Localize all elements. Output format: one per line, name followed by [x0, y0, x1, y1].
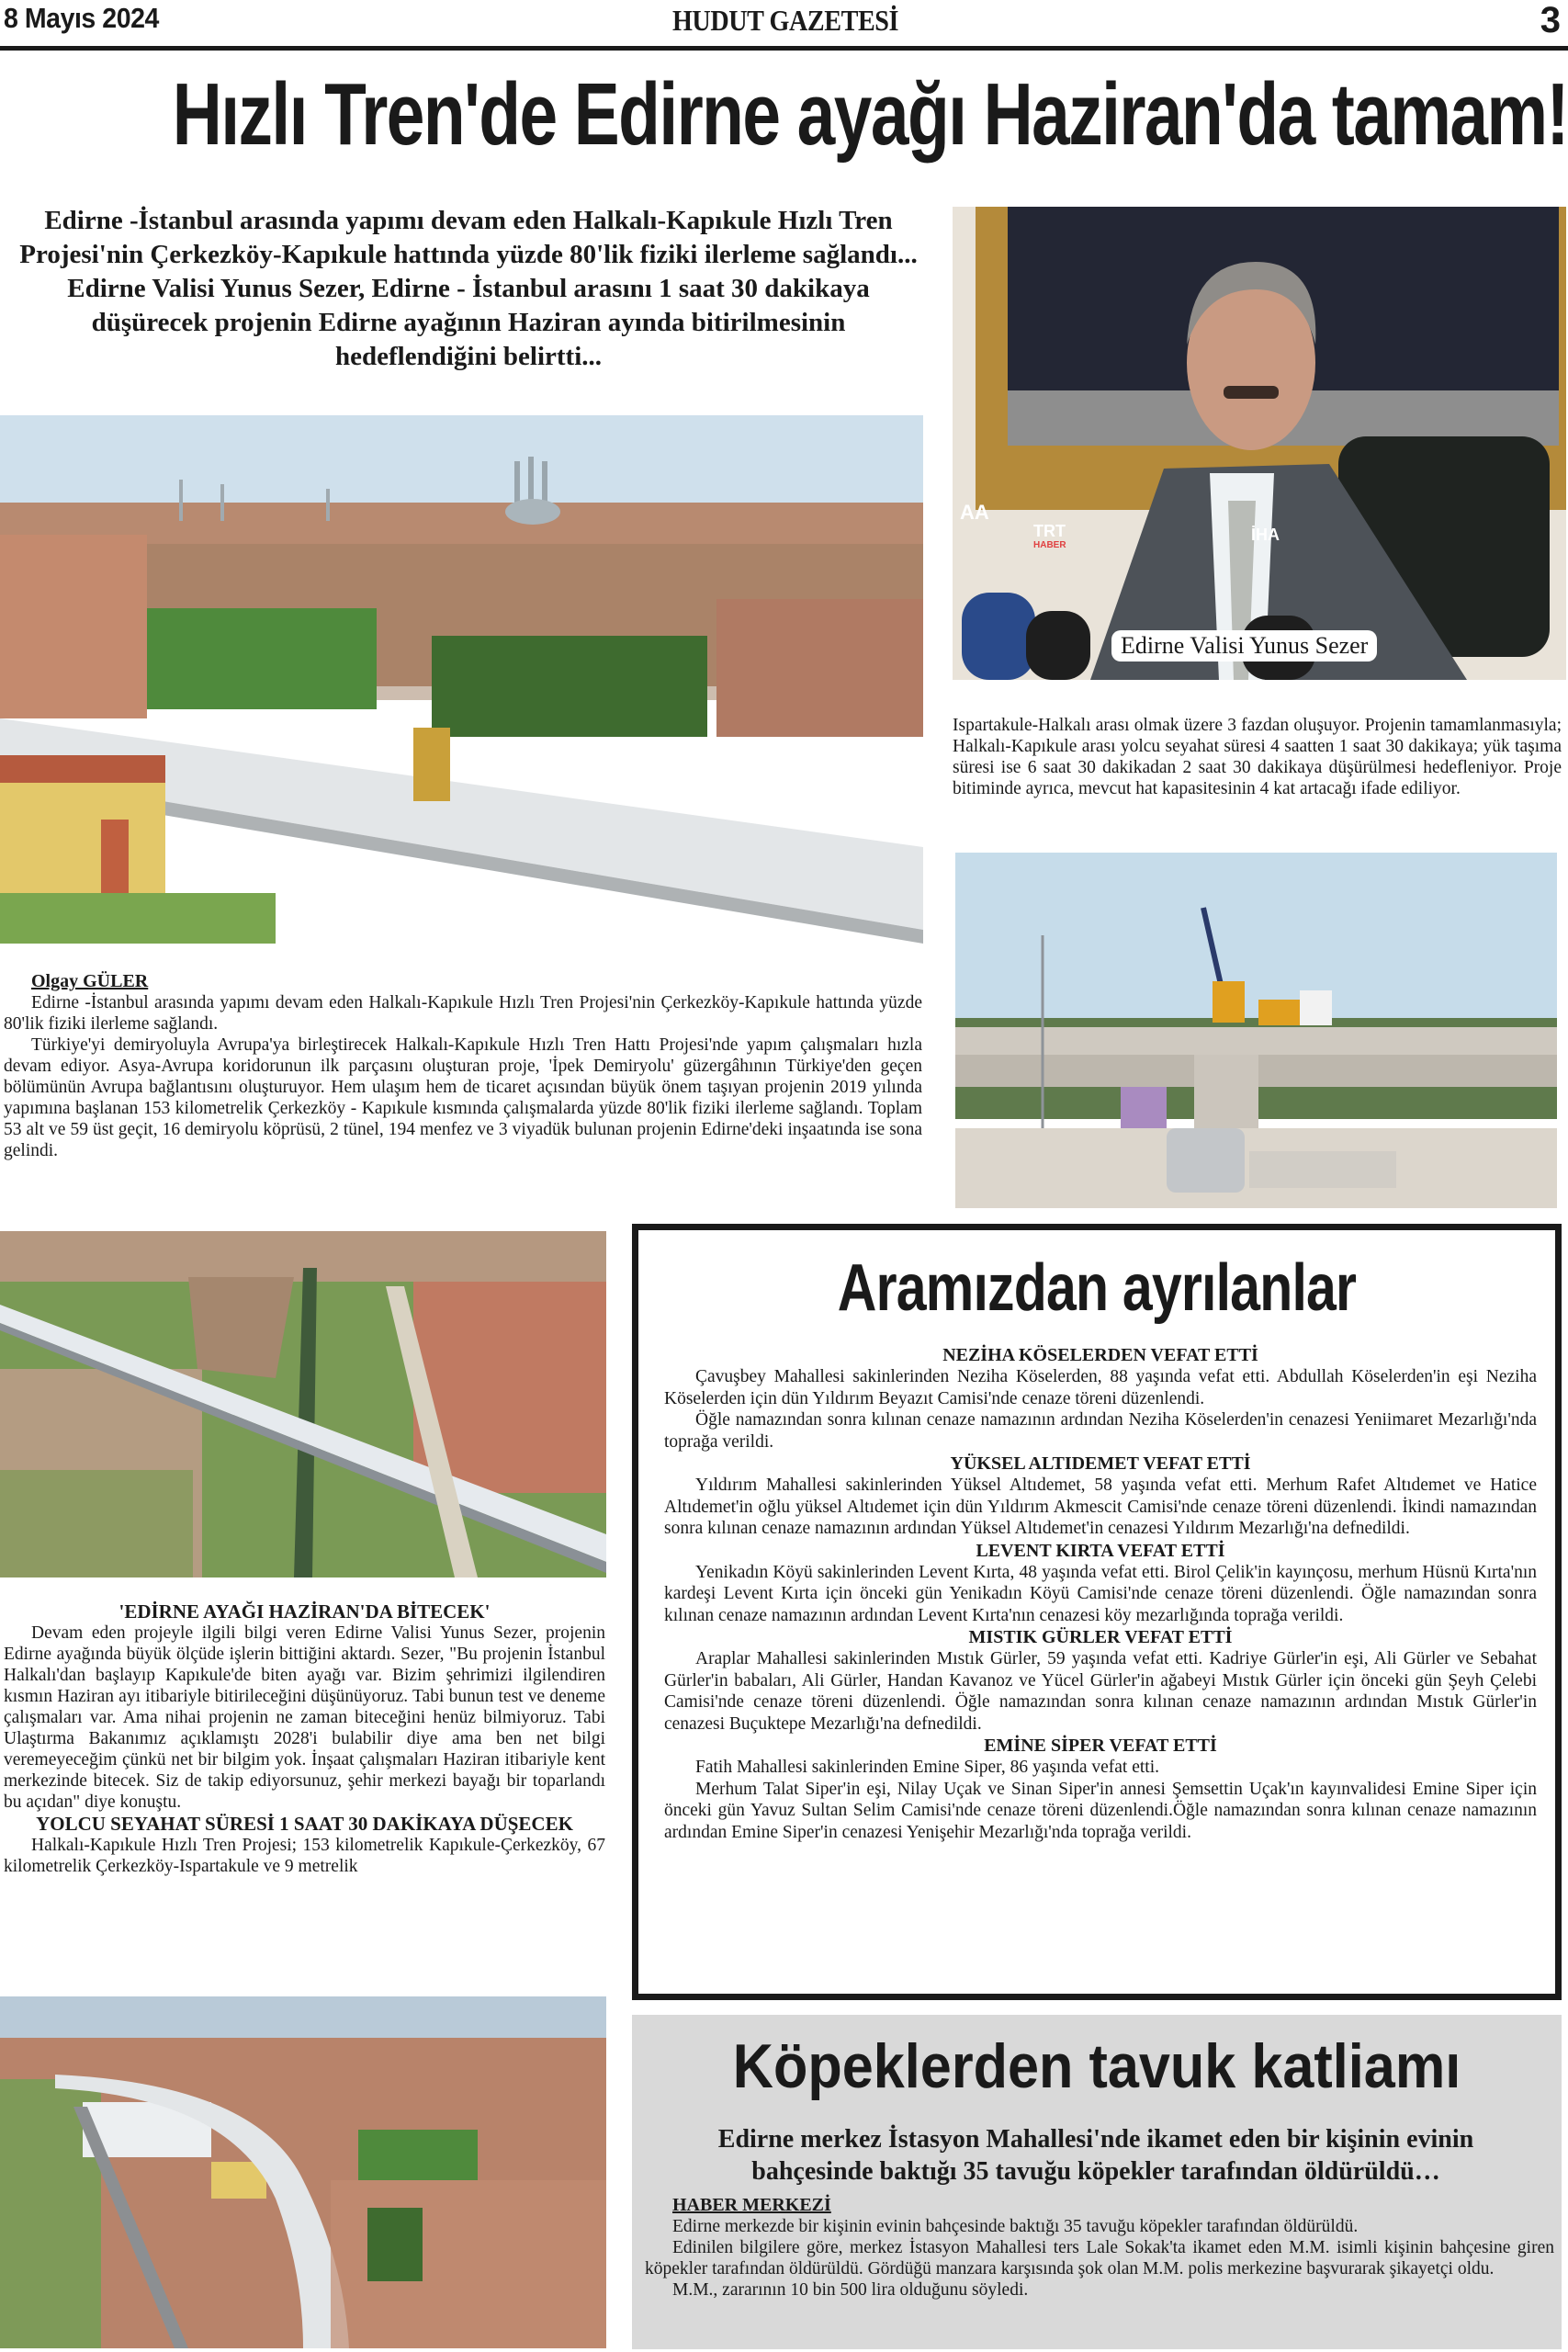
- governor-photo: [953, 207, 1566, 680]
- obituary-entry: [664, 1626, 1537, 1735]
- obituary-paragraph: Merhum Talat Siper'in eşi, Nilay Uçak ve Sinan Siper'in annesi Şemsettin Uçak'ın kayınvalidesi Emine Siper için önceki gün Yavuz Sultan Selim Camisi'nde cenaze töreni düzenlendi.Öğle namazından sonra kılınan cenaze namazının ardından Emine Siper'in cenazesi Yenişehir Mezarlığı'nda toprağa verildi.: [664, 1779, 1537, 1842]
- obituary-paragraph: Öğle namazından sonra kılınan cenaze namazının ardından Neziha Köselerden'in cenazesi Yeniimaret Mezarlığı'nda toprağa verildi.: [664, 1410, 1537, 1452]
- governor-quote-section: [4, 1600, 605, 1877]
- obituary-entry: [664, 1344, 1537, 1453]
- obituary-heading: MISTIK GÜRLER VEFAT ETTİ: [968, 1627, 1233, 1647]
- body-paragraph: Halkalı-Kapıkule Hızlı Tren Projesi; 153 kilometrelik Kapıkule-Çerkezköy, 67 kilometrelik Çerkezköy-Ispartakule ve 9 metrelik: [4, 1836, 605, 1876]
- overpass-construction-photo: [955, 853, 1557, 1208]
- aa-mic-logo: AA: [960, 501, 989, 524]
- right-column-text: [953, 715, 1562, 799]
- obituary-paragraph: Fatih Mahallesi sakinlerinden Emine Siper, 86 yaşında vefat etti.: [695, 1758, 1160, 1777]
- obituary-paragraph: Çavuşbey Mahallesi sakinlerinden Neziha Köselerden, 88 yaşında vefat etti. Abdullah Köselerden'in eşi Neziha Köselerden için dün Yıldırım Beyazıt Camisi'nde cenaze töreni düzenlendi.: [664, 1367, 1537, 1408]
- obituary-paragraph: Yenikadın Köyü sakinlerinden Levent Kırta, 48 yaşında vefat etti. Birol Çelik'in kayınçosu, merhum Hüsnü Kırta'nın kardeşi Levent Kırta için önceki gün Yenikadın Köyü Camisi'nde cenaze töreni düzenlendi. Öğle namazından sonra kılınan cenaze namazının ardından Levent Kırta'nın cenazesi köy mezarlığında toprağa verildi.: [664, 1562, 1537, 1625]
- lead-paragraph: Edirne Valisi Yunus Sezer, Edirne - İstanbul arasını 1 saat 30 dakikaya düşürecek projenin Edirne ayağının Haziran ayında bitirilmesinin hedeflendiğini belirtti...: [67, 274, 870, 371]
- obituary-paragraph: Araplar Mahallesi sakinlerinden Mıstık Gürler, 59 yaşında vefat etti. Kadriye Gürler'in eşi, Ali Gürler ve Sebahat Gürler'in babaları, Ali Gürler, Handan Kavanoz ve Yücel Gürler'in ağabeyi Mıstık Gürler için önceki gün Şeyh Çelebi Camisi'nde cenaze töreni düzenlendi. Öğle namazından sonra kılınan cenaze namazının ardından Mıstık Gürler'in cenazesi Buçuktepe Mezarlığı'na defnedildi.: [664, 1649, 1537, 1734]
- obituary-heading: YÜKSEL ALTIDEMET VEFAT ETTİ: [950, 1453, 1251, 1474]
- aerial-city-photo: [0, 415, 923, 944]
- obituary-heading: LEVENT KIRTA VEFAT ETTİ: [976, 1540, 1225, 1561]
- main-article-body: [4, 971, 922, 1161]
- subheading: 'EDİRNE AYAĞI HAZİRAN'DA BİTECEK': [118, 1600, 491, 1623]
- dog-article-lead: Edirne merkez İstasyon Mahallesi'nde ikamet eden bir kişinin evinin bahçesinde baktığı 35 tavuğu köpekler tarafından öldürüldü…: [717, 2125, 1474, 2186]
- obituary-entry: [664, 1735, 1537, 1843]
- body-paragraph: Edirne -İstanbul arasında yapımı devam eden Halkalı-Kapıkule Hızlı Tren Projesi'nin Çerkezköy-Kapıkule hattında yüzde 80'lik fiziki ilerleme sağlandı.: [4, 993, 922, 1034]
- trt-haber-label: HABER: [1033, 540, 1066, 550]
- body-paragraph: Türkiye'yi demiryoluyla Avrupa'ya birleştirecek Halkalı-Kapıkule Hızlı Tren Hattı Projesi'nde yapım çalışmaları hızla devam ediyor. Asya-Avrupa koridorunun ilk parçasını oluşturan proje, 'İpek Demiryolu' güzergâhının Türkiye'den geçen bölümünün Avrupa bağlantısını oluşturuyor. Hem ulaşım hem de ticaret açısından büyük önem taşıyan projenin 2019 yılında yapımına başlanan 153 kilometrelik Çerkezköy - Kapıkule kısmında çalışmalarda yüzde 80'lik fiziki ilerleme sağlandı. Toplam 53 alt ve 59 üst geçit, 16 demiryolu köprüsü, 2 tünel, 194 menfez ve 3 viyadük bulunan projenin Edirne'deki inşaatında ise sona gelindi.: [4, 1035, 922, 1160]
- lead-summary: [9, 204, 928, 374]
- dog-article-body: [645, 2195, 1554, 2301]
- issue-date: 8 Mayıs 2024: [4, 2, 159, 34]
- obituaries-box: [632, 1224, 1562, 2000]
- obituaries-title: Aramızdan ayrılanlar: [837, 1251, 1357, 1325]
- byline: Olgay GÜLER: [31, 971, 149, 991]
- body-paragraph: Ispartakule-Halkalı arası olmak üzere 3 fazdan oluşuyor. Projenin tamamlanmasıyla; Halkalı-Kapıkule arası yolcu seyahat süresi 4 saatten 1 saat 30 dakikaya; yük taşıma süresi ise 6 saat 30 dakikadan 2 saat 30 dakikaya düşürülmesi hedefleniyor. Proje bitiminde ayrıca, mevcut hat kapasitesinin 4 kat artacağı ifade ediliyor.: [953, 716, 1562, 798]
- body-paragraph: Edinilen bilgilere göre, merkez İstasyon Mahallesi ters Lale Sokak'ta ikamet eden M.M. isimli kişinin bahçesine giren köpekler tarafından öldürüldü. Gördüğü manzara karşısında şok olan M.M. polis merkezine başvurarak şikayetçi oldu.: [645, 2238, 1554, 2278]
- masthead-rule: [0, 46, 1568, 51]
- iha-mic-logo: İHA: [1251, 526, 1280, 544]
- aerial-viaduct-photo: [0, 1996, 606, 2348]
- trt-mic-logo: TRT: [1033, 522, 1066, 540]
- subheading: YOLCU SEYAHAT SÜRESİ 1 SAAT 30 DAKİKAYA DÜŞECEK: [36, 1813, 573, 1835]
- obituary-entry: [664, 1540, 1537, 1627]
- body-paragraph: Devam eden projeyle ilgili bilgi veren Edirne Valisi Yunus Sezer, projenin Edirne ayağında büyük ölçüde işlerin bittiğini aktardı. Sezer, "Bu projenin İstanbul Halkalı'dan başlayıp Kapıkule'de biten ayağı var. Bizim şehrimizi ilgilendiren kısmın Haziran ayı itibariyle bitirileceğini düşünüyoruz. Tabi bunun test ve deneme çalışmaları var. Ama nihai projenin ne zaman biteceğini henüz bilmiyoruz. Tabi Ulaştırma Bakanımız açıklamıştı 2028'i bulabilir diye ama ben net bilgi veremeyeceğim çünkü net bir bilgim yok. İnşaat çalışmaları Haziran itibariyle kent merkezinde bitecek. Siz de takip ediyorsunuz, şehir merkezi bayağı bir toparlandı bu açıdan" diye konuştu.: [4, 1623, 605, 1812]
- newspaper-name: HUDUT GAZETESİ: [671, 4, 899, 37]
- railway-bridge-photo: [0, 1231, 606, 1577]
- obituary-paragraph: Yıldırım Mahallesi sakinlerinden Yüksel Altıdemet, 58 yaşında vefat etti. Merhum Rafet Altıdemet ve Hatice Altıdemet'in oğlu yüksel Altıdemet için dün Yıldırım Akmescit Camisi'nde cenaze töreni düzenlendi. İkindi namazından sonra kılınan cenaze namazının ardından Yüksel Altıdemet'in cenazesi Yıldırım Mezarlığı'na defnedildi.: [664, 1476, 1537, 1538]
- photo-caption: Edirne Valisi Yunus Sezer: [1111, 630, 1377, 662]
- body-paragraph: M.M., zararının 10 bin 500 lira olduğunu söyledi.: [672, 2280, 1029, 2300]
- obituaries-list: [664, 1344, 1537, 1843]
- page-number: 3: [1540, 0, 1561, 40]
- dog-article-box: [632, 2015, 1562, 2349]
- obituary-entry: [664, 1453, 1537, 1540]
- lead-paragraph: Edirne -İstanbul arasında yapımı devam eden Halkalı-Kapıkule Hızlı Tren Projesi'nin Çerkezköy-Kapıkule hattında yüzde 80'lik fiziki ilerleme sağlandı...: [19, 206, 918, 269]
- obituary-heading: EMİNE SİPER VEFAT ETTİ: [984, 1736, 1217, 1756]
- main-headline: Hızlı Tren'de Edirne ayağı Haziran'da tamam!: [172, 65, 1568, 164]
- dog-article-headline: Köpeklerden tavuk katliamı: [732, 2031, 1461, 2101]
- byline: HABER MERKEZİ: [672, 2195, 831, 2215]
- body-paragraph: Edirne merkezde bir kişinin evinin bahçesinde baktığı 35 tavuğu köpekler tarafından öldürüldü.: [672, 2217, 1359, 2236]
- obituary-heading: NEZİHA KÖSELERDEN VEFAT ETTİ: [942, 1345, 1258, 1365]
